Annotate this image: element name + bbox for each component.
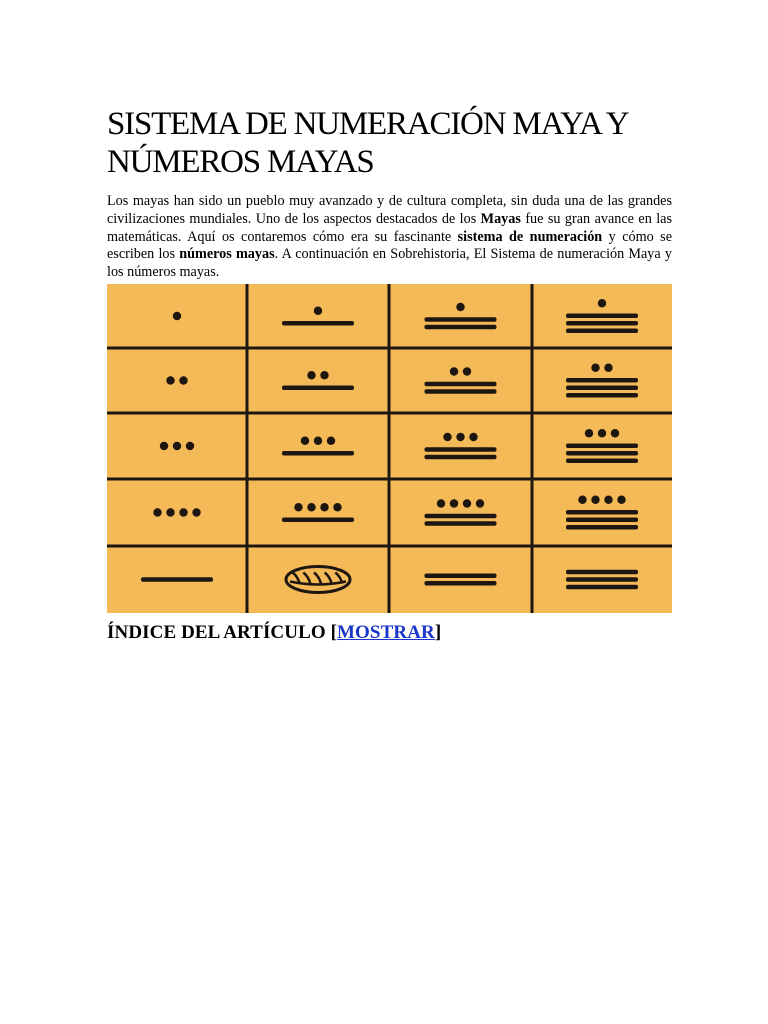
numeral-dot <box>153 508 161 516</box>
intro-paragraph <box>107 193 672 282</box>
numeral-dot <box>179 376 187 384</box>
grid-vertical-line <box>388 284 391 613</box>
numeral-bar <box>425 317 497 322</box>
numeral-bar <box>282 321 354 326</box>
article <box>107 105 672 282</box>
numeral-dot <box>314 307 322 315</box>
numeral-bar <box>566 328 638 333</box>
numeral-dot <box>301 437 309 445</box>
numeral-bar <box>566 451 638 456</box>
numeral-bar <box>566 570 638 575</box>
numeral-dot <box>456 433 464 441</box>
numeral-bar <box>282 385 354 390</box>
grid-vertical-line <box>531 284 534 613</box>
numeral-dot <box>476 499 484 507</box>
numeral-dot <box>307 371 315 379</box>
numeral-bar <box>566 393 638 398</box>
numeral-bar <box>425 574 497 579</box>
numeral-bar <box>425 389 497 394</box>
numeral-bar <box>566 313 638 318</box>
table-of-contents-heading <box>107 622 441 644</box>
numeral-dot <box>314 437 322 445</box>
numeral-dot <box>166 508 174 516</box>
numeral-dot <box>598 429 606 437</box>
numeral-dot <box>450 499 458 507</box>
numeral-dot <box>437 499 445 507</box>
numeral-dot <box>173 442 181 450</box>
numeral-bar <box>425 325 497 330</box>
numeral-dot <box>166 376 174 384</box>
intro-bold-numeros: números mayas <box>179 246 275 263</box>
numeral-bar <box>282 451 354 456</box>
numeral-dot <box>333 503 341 511</box>
toc-show-link[interactable]: MOSTRAR <box>337 622 435 643</box>
numeral-dot <box>585 429 593 437</box>
numeral-dot <box>327 437 335 445</box>
numeral-dot <box>578 496 586 504</box>
numeral-bar <box>282 517 354 522</box>
toc-close-bracket: ] <box>434 622 442 643</box>
numeral-bar <box>566 525 638 530</box>
numeral-dot <box>591 496 599 504</box>
intro-text-3: y cómo se escriben los <box>107 228 672 263</box>
numeral-bar <box>566 577 638 582</box>
numeral-dot <box>591 364 599 372</box>
numeral-bar <box>566 510 638 515</box>
intro-text-2: fue su gran avance en las matemáticas. Aquí os contaremos cómo era su fascinante <box>107 210 672 245</box>
numeral-dot <box>604 496 612 504</box>
numeral-dot <box>320 503 328 511</box>
numeral-bar <box>425 514 497 519</box>
numeral-dot <box>320 371 328 379</box>
numeral-dot <box>160 442 168 450</box>
numeral-bar <box>425 447 497 452</box>
numeral-bar <box>425 521 497 526</box>
numeral-dot <box>294 503 302 511</box>
numeral-dot <box>598 299 606 307</box>
numeral-bar <box>425 581 497 586</box>
grid-horizontal-line <box>107 412 672 415</box>
numeral-bar <box>425 382 497 387</box>
numeral-bar <box>566 321 638 326</box>
grid-vertical-line <box>246 284 249 613</box>
intro-text-1: Los mayas han sido un pueblo muy avanzado y de cultura completa, sin duda una de las grandes civilizaciones mundiales. Uno de los aspectos destacados de los <box>107 193 672 227</box>
toc-label: ÍNDICE DEL ARTÍCULO [ <box>107 622 338 643</box>
numeral-dot <box>611 429 619 437</box>
numeral-dot <box>463 499 471 507</box>
intro-text-4: . A continuación en Sobrehistoria, El Sistema de numeración Maya y los números mayas. <box>107 246 672 281</box>
numeral-dot <box>463 367 471 375</box>
numeral-dot <box>186 442 194 450</box>
numeral-bar <box>141 577 213 582</box>
numeral-dot <box>307 503 315 511</box>
intro-bold-sistema: sistema de numeración <box>457 228 603 245</box>
numeral-bar <box>425 455 497 460</box>
numeral-dot <box>456 303 464 311</box>
numeral-bar <box>566 458 638 463</box>
page-title <box>107 105 672 181</box>
numeral-bar <box>566 385 638 390</box>
numeral-bar <box>566 443 638 448</box>
grid-horizontal-line <box>107 478 672 481</box>
numeral-bar <box>566 517 638 522</box>
numeral-bar <box>566 378 638 383</box>
intro-bold-mayas: Mayas <box>480 210 521 227</box>
title-line-2: NÚMEROS MAYAS <box>107 144 374 180</box>
numeral-dot <box>604 364 612 372</box>
title-line-1: SISTEMA DE NUMERACIÓN MAYA Y <box>107 106 629 142</box>
numeral-bar <box>566 585 638 590</box>
numeral-dot <box>179 508 187 516</box>
maya-numerals-figure <box>107 284 672 613</box>
numeral-dot <box>173 312 181 320</box>
numeral-dot <box>469 433 477 441</box>
numeral-dot <box>192 508 200 516</box>
numeral-dot <box>617 496 625 504</box>
numeral-dot <box>450 367 458 375</box>
grid-horizontal-line <box>107 347 672 350</box>
numeral-dot <box>443 433 451 441</box>
grid-horizontal-line <box>107 545 672 548</box>
